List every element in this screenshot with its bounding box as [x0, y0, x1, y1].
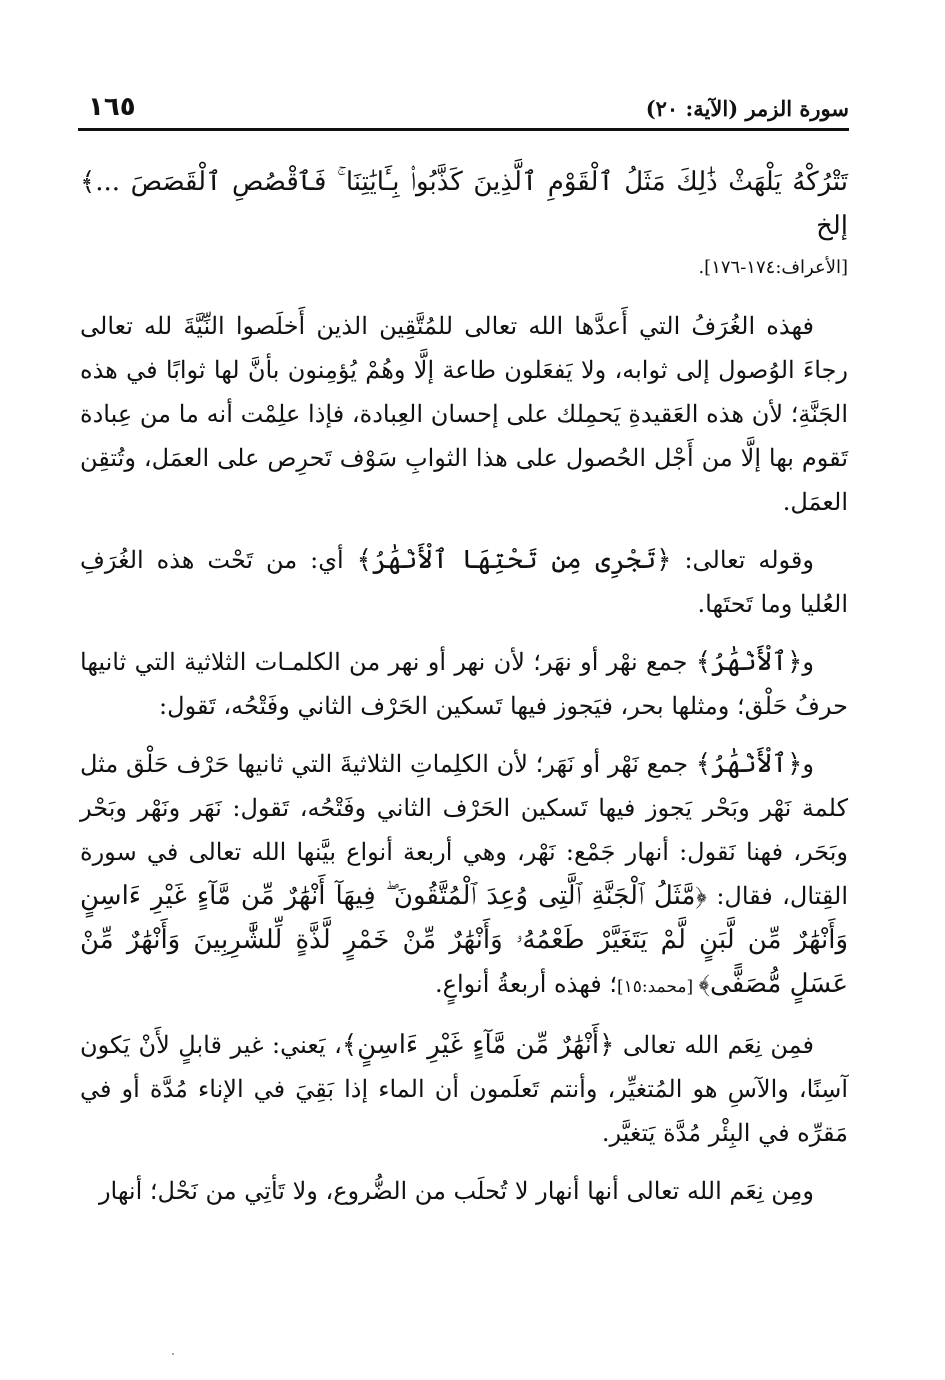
quran-verse: ﴿تَجْرِى مِن تَحْتِهَا ٱلْأَنْهَٰرُ﴾ — [356, 545, 672, 575]
paragraph-1: فهذه الغُرَفُ التي أَعدَّها الله تعالى للمُتَّقِين الذين أَخلَصوا النِّيَّةَ لله تعالى رجاءَ الوُصول إلى ثوابه، ولا يَفعَلون طاعة إلَّا وهُمْ يُؤمِنون بأنَّ لها ثوابًا في هذه الجَنَّةِ؛ لأن هذه العَقيدةِ يَحمِلك على إحسان العِبادة، فإذا علِمْت أنه ما من عِبادة تَقوم بها إلَّا من أَجْل الحُصول على هذا الثوابِ سَوْف تَحرِص على العمَل، وتُتقِن العمَل. — [80, 312, 848, 516]
text-rest: جمع نهْر أو نهَر؛ لأن نهر أو نهر من الكلمـات الثلاثية التي ثانيها حرفُ حَلْق؛ ومثلها بحر، فيَجوز فيها تَسكين الحَرْف الثاني وفَتْحُه، تَقول: — [80, 648, 848, 720]
text-lead: وقوله تعالى: — [671, 546, 814, 574]
quran-verse: ﴿أَنْهَٰرٌ مِّن مَّآءٍ غَيْرِ ءَاسِنٍ﴾ — [341, 1030, 615, 1060]
header-rule — [78, 128, 849, 131]
body-text — [80, 160, 848, 1227]
paragraph-5 — [80, 1023, 848, 1155]
text-lead: فمِن نِعَم الله تعالى — [614, 1031, 814, 1059]
paragraph-3 — [80, 640, 848, 728]
text-lead: و — [802, 648, 814, 676]
paragraph-0 — [80, 160, 848, 290]
text-rest: جمع نَهْر أو نَهَر؛ لأن الكلِماتِ الثلاثيةَ التي ثانيها حَرْف حَلْق مثل كلمة نَهْر وبَحْر يَجوز فيها تَسكين الحَرْف الثاني وفَتْحُه، تَقول: نَهَر ونَهْر وبَحْر وبَحَر، فهنا نَقول: أنهار جَمْع: نَهْر، وهي أربعة أنواع بيَّنها الله تعالى في سورة القِتال، فقال: — [80, 750, 848, 910]
text-rest: ، يَعني: غير قابلٍ لأَنْ يَكون آسِنًا، والآسِ هو المُتغيِّر، وأنتم تَعلَمون أن الماء إذا بَقِيَ في الإناء مُدَّة أو في مَقرِّه في البِئْر مُدَّة يَتغيَّر. — [80, 1031, 848, 1147]
surah-title: سورة الزمر (الآية: ٢٠) — [645, 96, 849, 121]
verse-citation: [محمد:١٥] — [617, 977, 699, 997]
quran-verse: ﴿ٱلْأَنْهَٰرُ﴾ — [695, 749, 803, 779]
paragraph-4 — [80, 742, 848, 1009]
scan-speck — [172, 1353, 174, 1355]
page-number: ١٦٥ — [88, 92, 136, 122]
text-lead: و — [802, 750, 814, 778]
paragraph-6: ومِن نِعَم الله تعالى أنها أنهار لا تُحلَب من الضُّروع، ولا تَأتِي من نَحْل؛ أنهار — [98, 1177, 814, 1205]
paragraph-2 — [80, 538, 848, 626]
quran-verse: تَتْرُكْهُ يَلْهَثْ ذَٰلِكَ مَثَلُ ٱلْقَوْمِ ٱلَّذِينَ كَذَّبُوا۟ بِـَٔايَٰتِنَا ۚ فَٱقْصُصِ ٱلْقَصَصَ ...﴾ إلخ — [80, 167, 848, 241]
quran-verse: ﴿مَّثَلُ ٱلْجَنَّةِ ٱلَّتِى وُعِدَ ٱلْمُتَّقُونَ ۖ فِيهَآ أَنْهَٰرٌ مِّن مَّآءٍ غَيْرِ ءَاسِنٍ وَأَنْهَٰرٌ مِّن لَّبَنٍ لَّمْ يَتَغَيَّرْ طَعْمُهُۥ وَأَنْهَٰرٌ مِّنْ خَمْرٍ لَّذَّةٍ لِّلشَّٰرِبِينَ وَأَنْهَٰرٌ مِّنْ عَسَلٍ مُّصَفًّى﴾ — [80, 881, 848, 999]
text-rest: أي: من تَحْت هذه الغُرَفِ العُليا وما تَحتَها. — [80, 546, 848, 618]
text-tail: ؛ فهذه أربعةُ أنواعٍ. — [435, 970, 617, 998]
page-header — [88, 88, 849, 132]
verse-citation: [الأعراف:١٧٤-١٧٦]. — [698, 257, 848, 278]
quran-verse: ﴿ٱلْأَنْهَٰرُ﴾ — [695, 647, 803, 677]
